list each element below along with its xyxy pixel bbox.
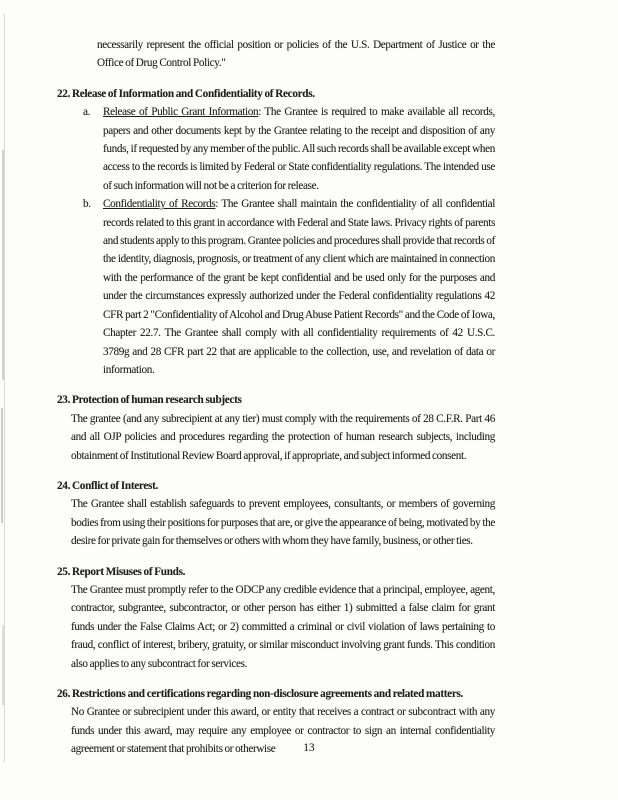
section-23 — [57, 391, 495, 465]
section-25 — [57, 563, 495, 673]
continuation-paragraph: necessarily represent the official position or policies of the U.S. Department of Justice or the Office of Drug Control Policy." — [97, 39, 495, 70]
subitem-letter: b. — [83, 198, 91, 211]
section-body: The Grantee shall establish safeguards to prevent employees, consultants, or members of governing bodies from using their positions for purposes that are, or give the appearance of being, motivated by the desire for private gain for themselves or others with whom they have family, business, or other ties. — [71, 498, 495, 548]
scan-artifact-line — [1, 408, 3, 523]
section-24-heading — [57, 477, 495, 495]
scan-artifact-line — [4, 14, 5, 762]
section-number: 23. — [57, 394, 71, 407]
scan-artifact-line — [2, 150, 4, 380]
section-22 — [57, 85, 495, 380]
section-number: 26. — [57, 688, 71, 700]
section-23-heading — [57, 391, 495, 409]
section-number: 25. — [57, 565, 71, 578]
section-25-heading — [57, 563, 495, 581]
section-24 — [57, 477, 495, 551]
section-body: The grantee (and any subrecipient at any tier) must comply with the requirements of 28 C.F.R. Part 46 and all OJP policies and procedures regarding the protection of human research subjects, including obtainment of Institutional Review Board approval, if appropriate, and subject informed consent. — [71, 412, 495, 462]
section-title: Protection of human research subjects — [72, 394, 242, 407]
section-26-heading — [57, 685, 495, 703]
section-body: No Grantee or subrecipient under this award, or entity that receives a contract or subcontract with any funds under this award, may require any employee or contractor to sign an internal confidentiality agreement or statement that prohibits or otherwise — [71, 706, 495, 756]
subitem-a — [57, 103, 495, 195]
subitem-lead: Release of Public Grant Information — [103, 106, 259, 119]
subitem-b — [57, 195, 495, 379]
section-number: 22. — [57, 87, 71, 100]
subitem-text: : The Grantee shall maintain the confidentiality of all confidential records related to this grant in accordance with Federal and State laws. Privacy rights of parents and students apply to this program. Grantee policies and procedures shall provide that records of the identity, diagnosis, prognosis, or treatment of any client which are maintained in connection with the performance of the grant be kept confidential and be used only for the purposes and under the circumstances expressly authorized under the Federal confidentiality regulations 42 CFR part 2 "Confidentiality of Alcohol and Drug Abuse Patient Records" and the Code of Iowa, Chapter 22.7. The Grantee shall comply with all confidentiality requirements of 42 U.S.C. 3789g and 28 CFR part 22 that are applicable to the collection, use, and revelation of data or information. — [103, 198, 495, 376]
page-number: 13 — [303, 742, 315, 754]
subitem-text: : The Grantee is required to make available all records, papers and other documents kept by the Grantee relating to the receipt and disposition of any funds, if requested by any member of the public. All such records shall be available except when access to the records is limited by Federal or State confidentiality regulations. The intended use of such information will not be a criterion for release. — [103, 106, 495, 192]
subitem-lead: Confidentiality of Records — [103, 198, 216, 211]
section-body: The Grantee must promptly refer to the ODCP any credible evidence that a principal, employee, agent, contractor, subgrantee, subcontractor, or other person has either 1) submitted a false claim for grant funds under the False Claims Act; or 2) committed a criminal or civil violation of laws pertaining to fraud, conflict of interest, bribery, gratuity, or similar misconduct involving grant funds. This condition also applies to any subcontract for services. — [71, 583, 495, 670]
scan-artifact-line — [2, 625, 4, 705]
subitem-letter: a. — [83, 106, 91, 119]
section-title: Release of Information and Confidentiality of Records. — [72, 87, 315, 100]
section-22-heading — [57, 85, 495, 103]
page-content — [57, 36, 495, 759]
section-title: Restrictions and certifications regarding non-disclosure agreements and related matters. — [72, 688, 464, 700]
section-number: 24. — [57, 479, 71, 492]
section-title: Conflict of Interest. — [72, 479, 159, 492]
section-title: Report Misuses of Funds. — [72, 565, 186, 578]
